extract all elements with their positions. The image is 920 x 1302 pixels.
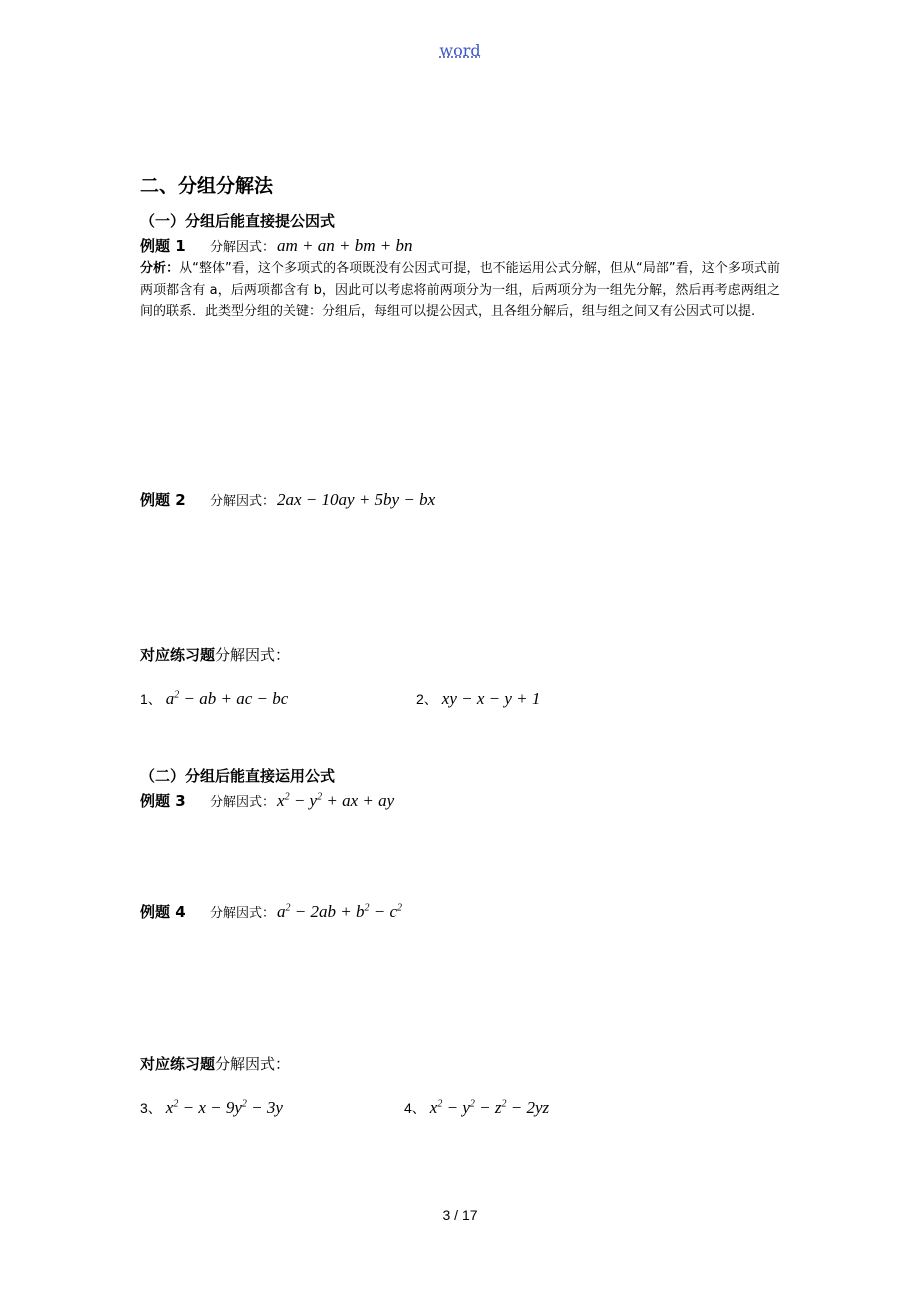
problem-number: 2、 <box>416 691 438 707</box>
example-label: 例题 3 <box>140 792 186 810</box>
section-title: 二、分组分解法 <box>140 175 274 197</box>
analysis-paragraph <box>140 258 780 323</box>
example-label: 例题 4 <box>140 903 186 921</box>
example-4 <box>140 901 402 922</box>
practice-heading-bold: 对应练习题 <box>140 1055 216 1073</box>
practice-problem-1 <box>140 689 288 709</box>
problem-expression: xy − x − y + 1 <box>441 689 541 708</box>
header-word-link[interactable]: word <box>439 41 481 60</box>
problem-number: 3、 <box>140 1100 162 1116</box>
example-2 <box>140 489 435 510</box>
practice-heading-2 <box>140 1053 290 1074</box>
example-expression: $x^2 - y^2$ + ax + ay <box>277 791 395 810</box>
subsection-title-2: （二）分组后能直接运用公式 <box>140 767 336 785</box>
example-expression: $a^2 - 2ab + b^2 - c^2$ <box>277 902 402 921</box>
analysis-label: 分析： <box>140 261 180 276</box>
practice-problem-4 <box>404 1098 549 1118</box>
problem-expression: $x^2 - x - 9y^2 - 3y$ <box>165 1098 283 1117</box>
example-expression: am + an + bm + bn <box>277 236 413 255</box>
analysis-text: 从“整体”看，这个多项式的各项既没有公因式可提，也不能运用公式分解，但从“局部”看，这个多项式前两项都含有 a，后两项都含有 b，因此可以考虑将前两项分为一组，后两项分为一组先分解，然后再考虑两组之间的联系．此类型分组的关键：分组后，每组可以提公因式，且各组分解后，组与组之间又有公因式可以提. <box>140 261 780 319</box>
practice-problem-3 <box>140 1098 283 1118</box>
example-expression: 2ax − 10ay + 5by − bx <box>277 490 436 509</box>
problem-number: 4、 <box>404 1100 426 1116</box>
problem-expression: $x^2 - y^2 - z^2 - 2yz$ <box>429 1098 550 1117</box>
practice-heading-rest: 分解因式： <box>215 646 291 664</box>
example-prefix: 分解因式： <box>210 494 276 509</box>
example-3 <box>140 790 394 811</box>
example-label: 例题 1 <box>140 237 186 255</box>
problem-number: 1、 <box>140 691 162 707</box>
example-1 <box>140 235 412 256</box>
example-prefix: 分解因式： <box>210 240 276 255</box>
example-prefix: 分解因式： <box>210 906 276 921</box>
practice-heading-1 <box>140 644 290 665</box>
practice-problem-2 <box>416 689 540 709</box>
subsection-title-1: （一）分组后能直接提公因式 <box>140 212 336 230</box>
problem-expression: $a^2$ − ab + ac − bc <box>165 689 289 708</box>
example-label: 例题 2 <box>140 491 186 509</box>
example-prefix: 分解因式： <box>210 795 276 810</box>
practice-heading-rest: 分解因式： <box>215 1055 291 1073</box>
practice-heading-bold: 对应练习题 <box>140 646 216 664</box>
page-number: 3 / 17 <box>442 1207 478 1223</box>
